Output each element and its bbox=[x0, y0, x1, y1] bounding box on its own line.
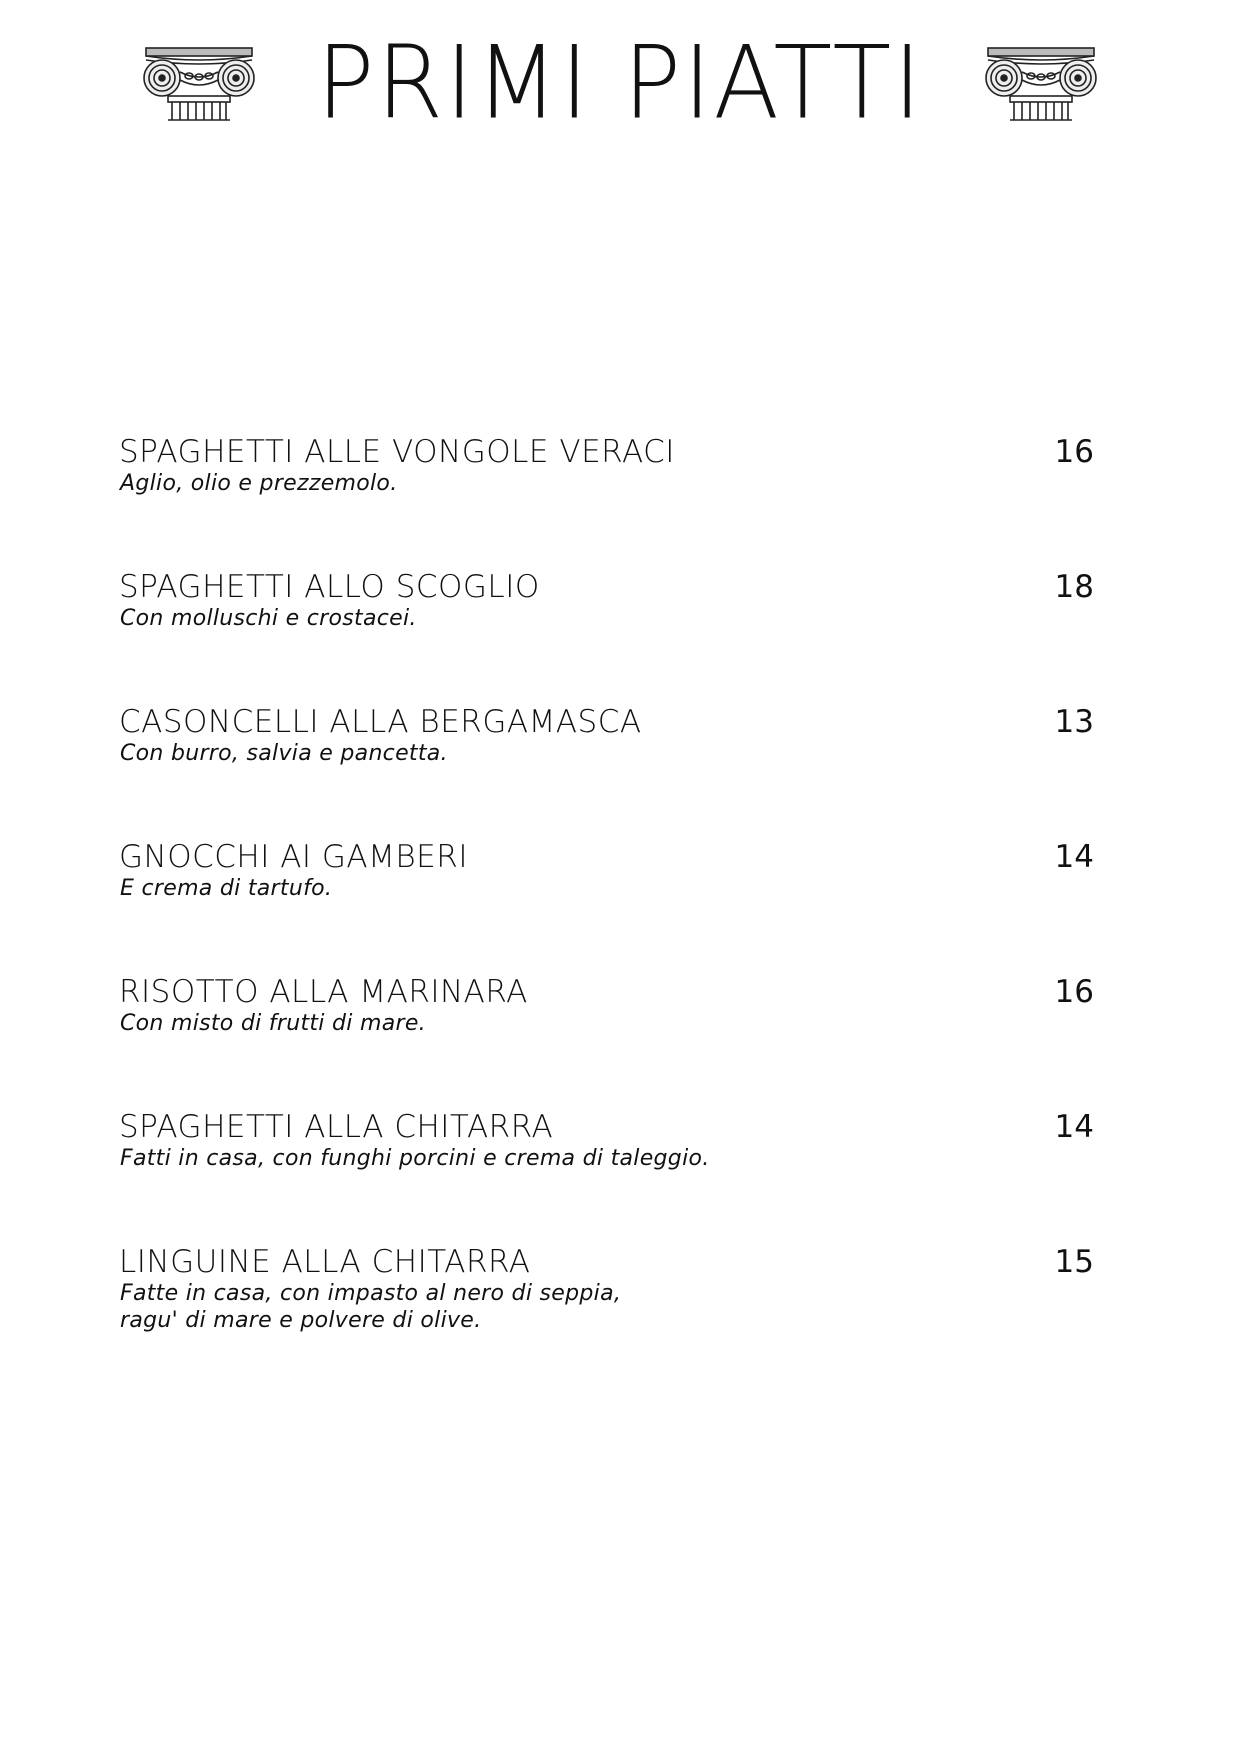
menu-list bbox=[119, 432, 1094, 1377]
dish-name: CASONCELLI ALLA BERGAMASCA bbox=[119, 704, 642, 740]
dish-price: 18 bbox=[1054, 569, 1094, 605]
ionic-capital-icon bbox=[982, 42, 1100, 124]
dish-description: Fatte in casa, con impasto al nero di seppia, ragu' di mare e polvere di olive. bbox=[120, 1281, 622, 1333]
dish-description: Con molluschi e crostacei. bbox=[120, 606, 417, 631]
menu-item bbox=[119, 702, 1094, 837]
dish-description: E crema di tartufo. bbox=[120, 876, 333, 901]
dish-name: SPAGHETTI ALLO SCOGLIO bbox=[119, 569, 540, 605]
dish-description: Aglio, olio e prezzemolo. bbox=[120, 471, 398, 496]
dish-price: 14 bbox=[1054, 839, 1094, 875]
page-header bbox=[0, 24, 1240, 142]
page-title: PRIMI PIATTI bbox=[316, 24, 924, 142]
menu-item bbox=[119, 1107, 1094, 1242]
dish-price: 14 bbox=[1054, 1109, 1094, 1145]
menu-item bbox=[119, 567, 1094, 702]
dish-name: RISOTTO ALLA MARINARA bbox=[119, 974, 528, 1010]
dish-name: SPAGHETTI ALLA CHITARRA bbox=[119, 1109, 554, 1145]
dish-description: Fatti in casa, con funghi porcini e crema di taleggio. bbox=[120, 1146, 710, 1171]
dish-name: LINGUINE ALLA CHITARRA bbox=[119, 1244, 531, 1280]
ionic-capital-icon bbox=[140, 42, 258, 124]
dish-price: 15 bbox=[1054, 1244, 1094, 1280]
menu-item bbox=[119, 837, 1094, 972]
dish-price: 16 bbox=[1054, 434, 1094, 470]
dish-description: Con burro, salvia e pancetta. bbox=[120, 741, 448, 766]
menu-item bbox=[119, 972, 1094, 1107]
dish-price: 16 bbox=[1054, 974, 1094, 1010]
menu-item bbox=[119, 1242, 1094, 1377]
dish-description: Con misto di frutti di mare. bbox=[120, 1011, 426, 1036]
menu-item bbox=[119, 432, 1094, 567]
dish-price: 13 bbox=[1054, 704, 1094, 740]
dish-name: SPAGHETTI ALLE VONGOLE VERACI bbox=[119, 434, 675, 470]
dish-name: GNOCCHI AI GAMBERI bbox=[119, 839, 468, 875]
